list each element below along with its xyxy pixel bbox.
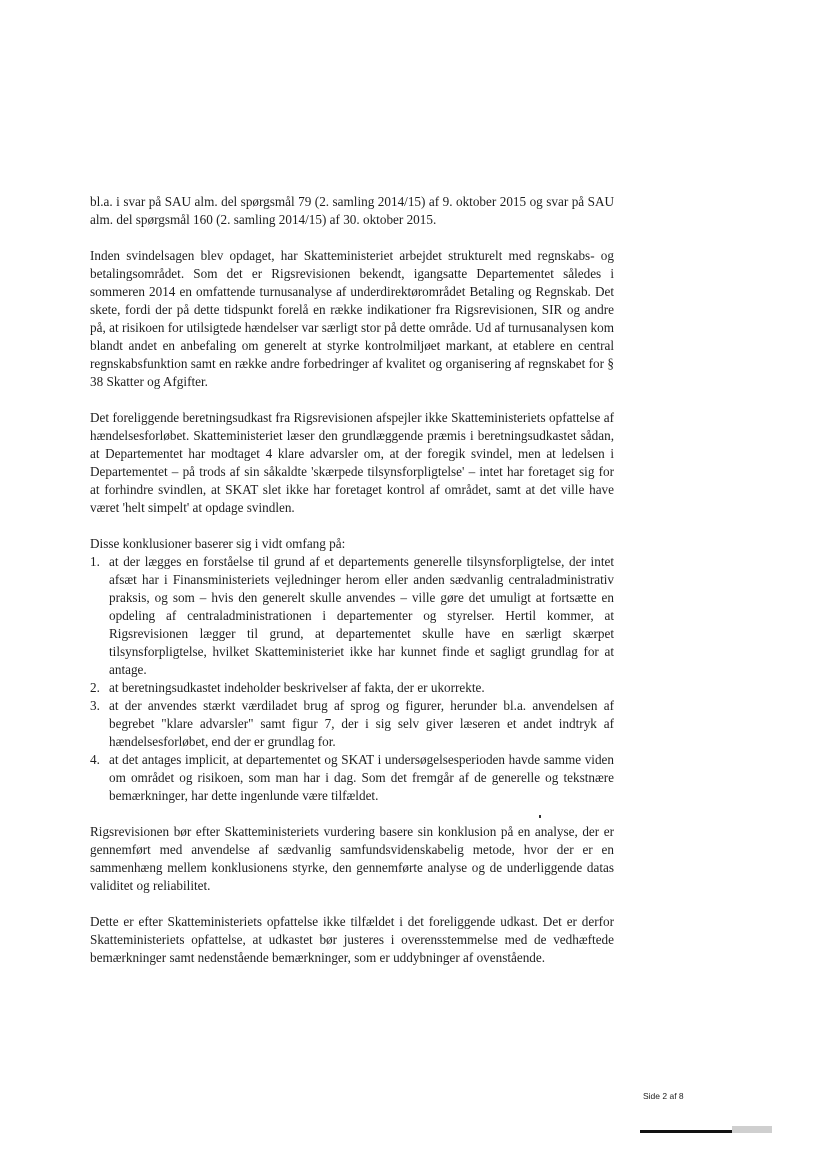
list-item <box>90 697 614 751</box>
list-item-number: 1. <box>90 554 100 569</box>
paragraph-recommendation: Rigsrevisionen bør efter Skatteministeriets vurdering basere sin konklusion på en analyse, der er gennemført med anvendelse af sædvanlig samfundsvidenskabelig metode, hvor der er en sammenhæng mellem konklusionens styrke, den gennemførte analyse og de underliggende datas validitet og reliabilitet. <box>90 824 614 893</box>
paragraph-background: Inden svindelsagen blev opdaget, har Skatteministeriet arbejdet strukturelt med regnskabs- og betalingsområdet. Som det er Rigsrevisionen bekendt, igangsatte Departementet således i sommeren 2014 en omfattende turnusanalyse af underdirektørområdet Betaling og Regnskab. Det skete, fordi der på dette tidspunkt forelå en række indikationer fra Rigsrevisionen, SIR og andre på, at risikoen for utilsigtede hændelser var særligt stor på dette område. Ud af turnusanalysen kom blandt andet en anbefaling om generelt at styrke kontrolmiljøet markant, at etablere en central regnskabsfunktion samt en række andre forbedringer af kvalitet og organisering af regnskabet for § 38 Skatter og Afgifter. <box>90 248 614 389</box>
paragraph-assessment: Det foreliggende beretningsudkast fra Rigsrevisionen afspejler ikke Skatteministeriets opfattelse af hændelsesforløbet. Skatteministeriet læser den grundlæggende præmis i beretningsudkastet sådan, at Departementet har modtaget 4 klare advarsler om, at der foregik svindel, men at ledelsen i Departementet – på trods af sin såkaldte 'skærpede tilsynsforpligtelse' – intet har foretaget sig for at forhindre svindlen, at SKAT slet ikke har foretaget kontrol af området, samt at det ville have været 'helt simpelt' at opdage svindlen. <box>90 410 614 515</box>
list-intro: Disse konklusioner baserer sig i vidt omfang på: <box>90 536 346 551</box>
footer-rule-dark <box>640 1130 732 1133</box>
footer-rule <box>640 1125 772 1134</box>
list-item <box>90 679 614 697</box>
footer-rule-light <box>732 1126 772 1133</box>
paragraph-conclusion: Dette er efter Skatteministeriets opfattelse ikke tilfældet i det foreliggende udkast. Det er derfor Skatteministeriets opfattelse, at udkastet bør justeres i overensstemmelse med de vedhæftede bemærkninger samt nedenstående bemærkninger, som er uddybninger af ovenstående. <box>90 914 614 965</box>
list-item <box>90 751 614 805</box>
list-item-text: at det antages implicit, at departementet og SKAT i undersøgelsesperioden havde samme viden om området og risikoen, som man har i dag. Som det fremgår af de generelle og tekstnære bemærkninger, har dette ingenlunde være tilfældet. <box>109 752 614 803</box>
document-body <box>90 193 614 985</box>
page-number: Side 2 af 8 <box>643 1091 684 1101</box>
list-item-number: 4. <box>90 752 100 767</box>
page-footer <box>640 1091 772 1134</box>
list-item <box>90 553 614 679</box>
conclusions-list <box>90 553 614 805</box>
paragraph-reference: bl.a. i svar på SAU alm. del spørgsmål 79 (2. samling 2014/15) af 9. oktober 2015 og svar på SAU alm. del spørgsmål 160 (2. samling 2014/15) af 30. oktober 2015. <box>90 194 614 227</box>
list-item-number: 3. <box>90 698 100 713</box>
list-item-text: at der lægges en forståelse til grund af et departements generelle tilsynsforpligtelse, der intet afsæt har i Finansministeriets vejledninger herom eller anden sædvanlig centraladministrativ praksis, og som – hvis den generelt skulle anvendes – ville gøre det umuligt at fortsætte en opdeling af centraladministrationen i departementer og styrelser. Hertil kommer, at Rigsrevisionen lægger til grund, at departementet skulle have en særligt skærpet tilsynsforpligtelse, hvilket Skatteministeriet ikke har kunnet finde et sagligt grundlag for at antage. <box>109 554 614 677</box>
scan-speck <box>539 815 541 818</box>
list-item-text: at beretningsudkastet indeholder beskrivelser af fakta, der er ukorrekte. <box>109 680 485 695</box>
list-item-number: 2. <box>90 680 100 695</box>
list-item-text: at der anvendes stærkt værdiladet brug af sprog og figurer, herunder bl.a. anvendelsen af begrebet "klare advarsler" samt figur 7, der i sig selv giver læseren et andet indtryk af hændelsesforløbet, end der er grundlag for. <box>109 698 614 749</box>
